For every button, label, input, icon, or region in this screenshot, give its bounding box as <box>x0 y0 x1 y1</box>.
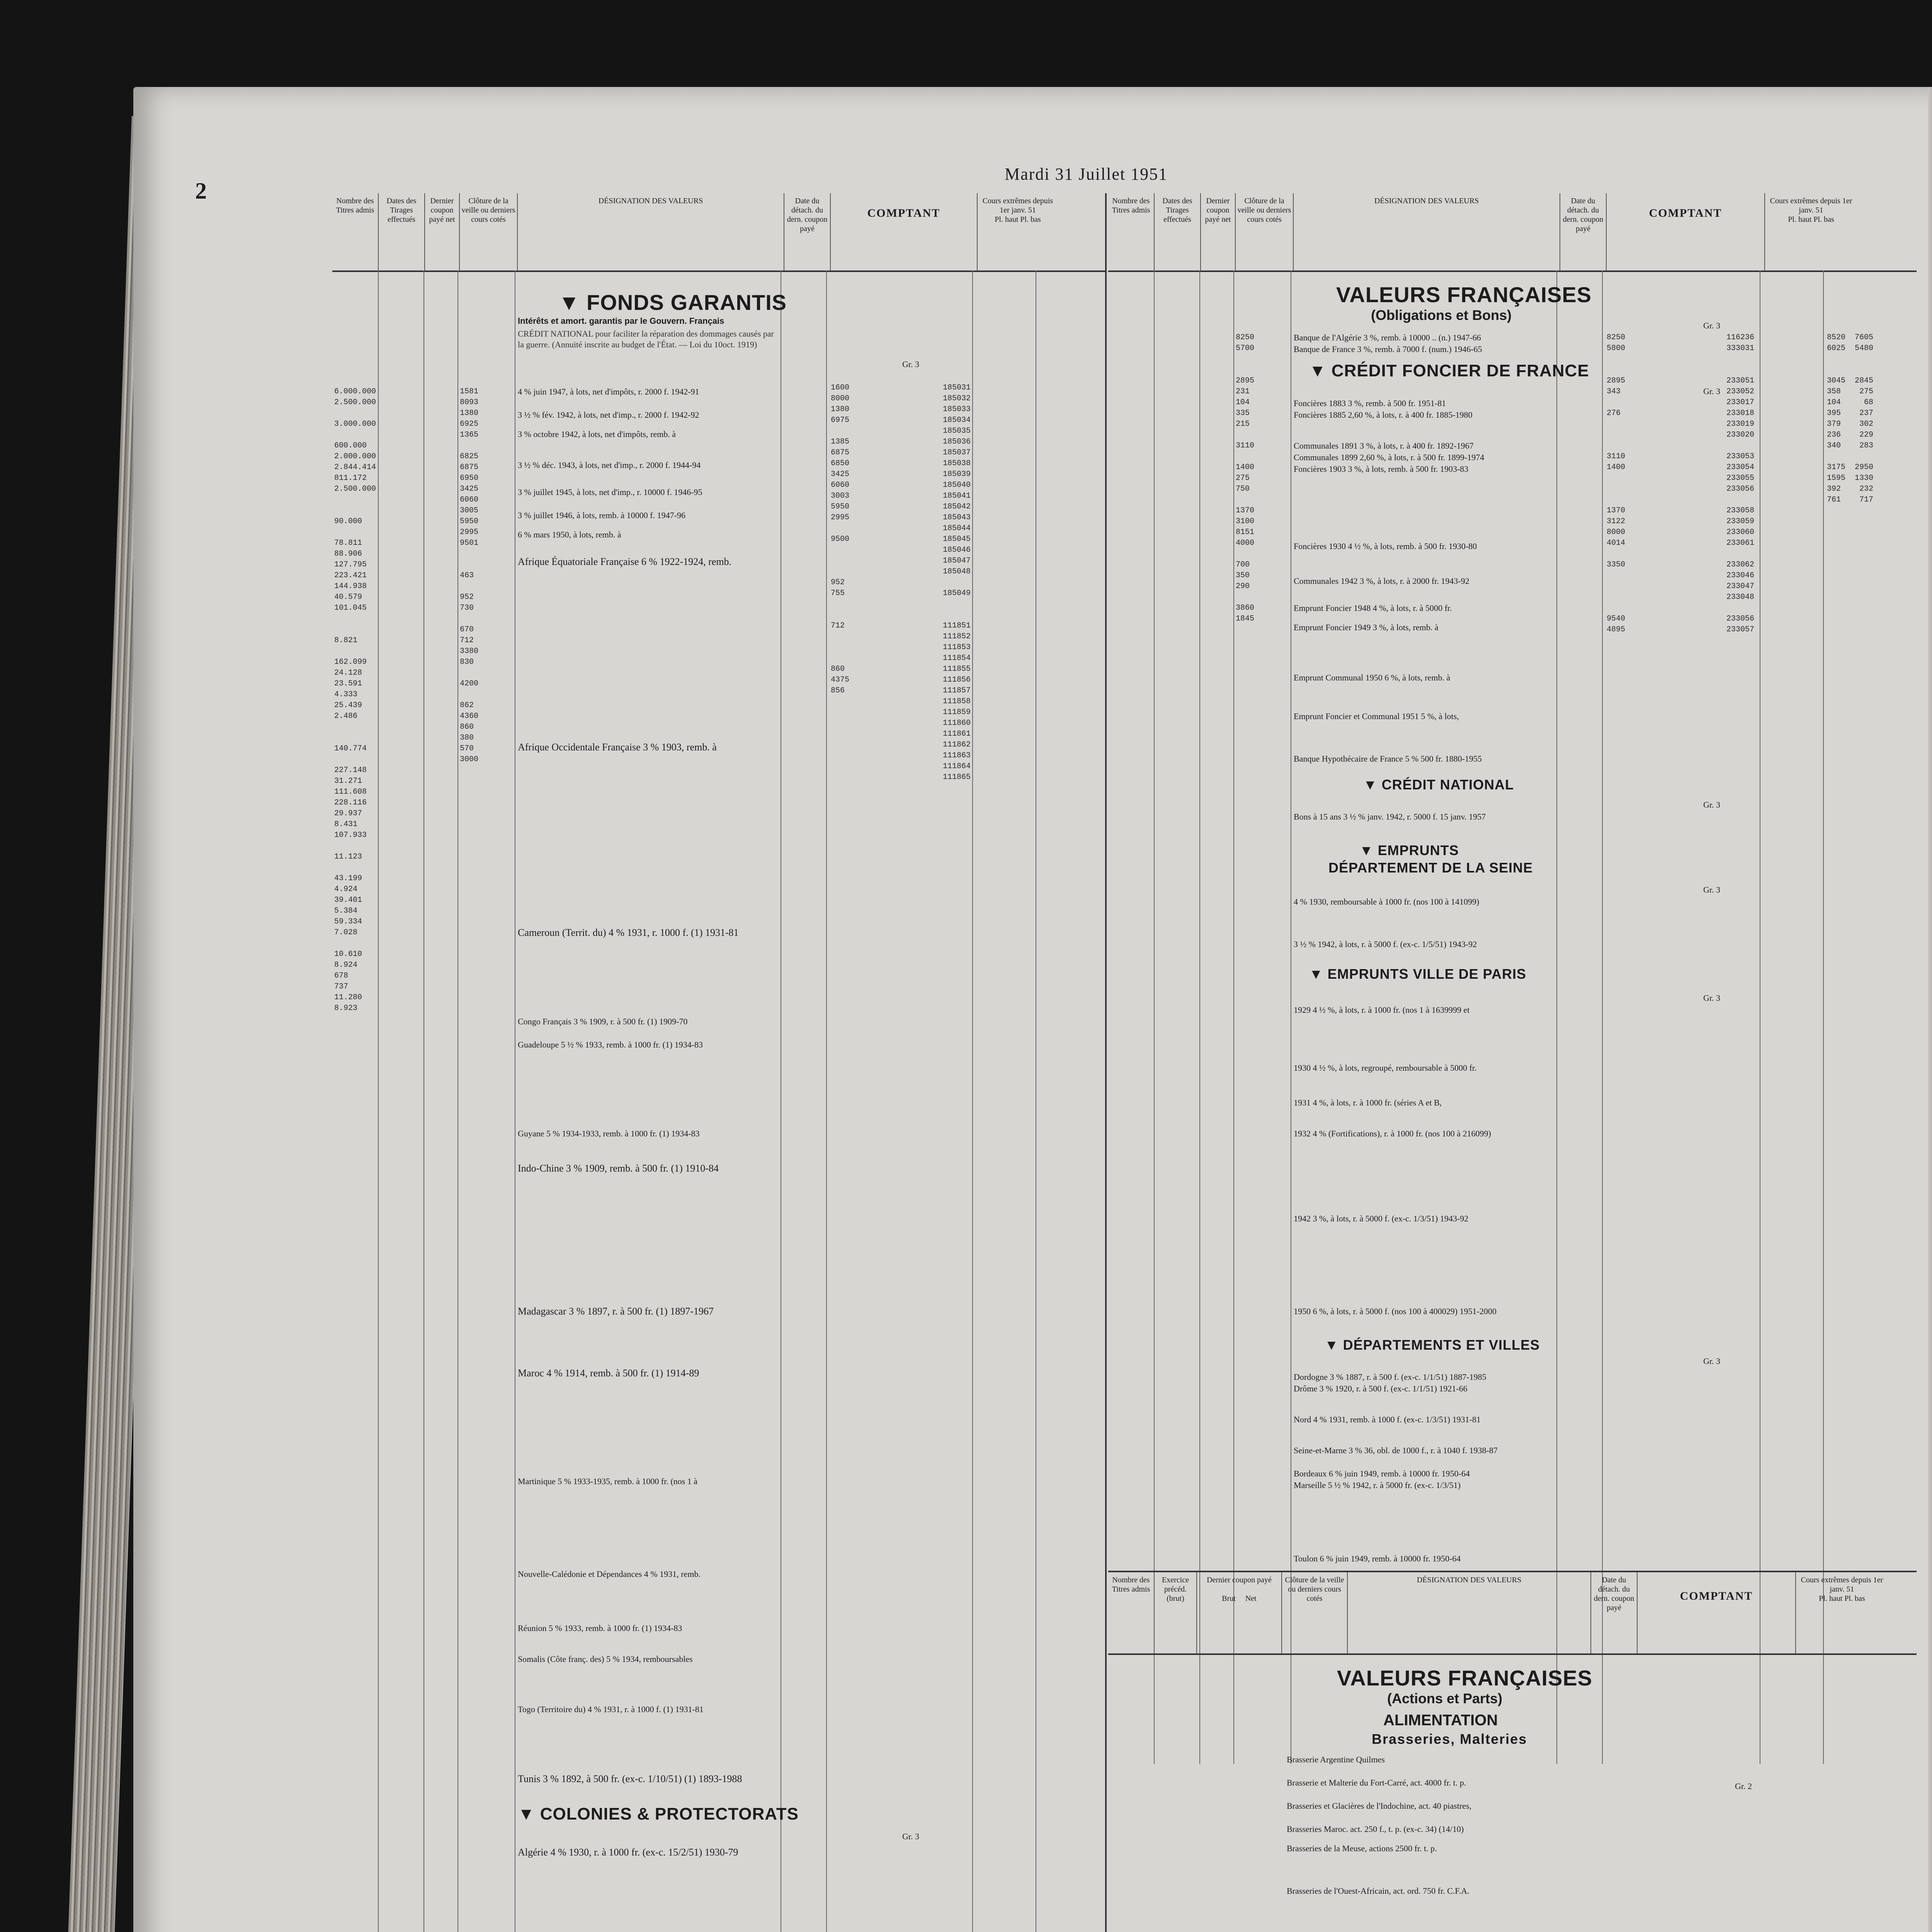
page-number: 2 <box>195 178 207 204</box>
gr-label: Gr. 2 <box>1735 1781 1752 1791</box>
entry: 3 ½ % 1942, à lots, r. à 5000 f. (ex-c. 1/5/51) 1943-92 <box>1294 939 1477 949</box>
header-cours-label: Cours extrêmes depuis 1er janv. 51 <box>1801 1576 1883 1594</box>
entry: Réunion 5 % 1933, remb. à 1000 fr. (1) 1934-83 <box>518 1623 682 1633</box>
right-comptant-values: 8250 5800 2895 343 276 3110 1400 1370 3122 8000 4014 3350 9540 4895 <box>1607 333 1626 634</box>
entry: 1929 4 ½ %, à lots, r. à 1000 fr. (nos 1 à 1639999 et <box>1294 1005 1470 1015</box>
header-comptant: COMPTANT <box>1638 1572 1796 1653</box>
rule <box>1556 270 1557 1764</box>
header-comptant: COMPTANT <box>831 193 978 270</box>
actions-header <box>1108 1571 1917 1655</box>
left-column-header <box>332 193 1105 272</box>
section-valeurs-francaises: VALEURS FRANÇAISES <box>1336 282 1592 307</box>
entry: Guyane 5 % 1934-1933, remb. à 1000 fr. (1) 1934-83 <box>518 1129 700 1138</box>
entry: Drôme 3 % 1920, r. à 500 f. (ex-c. 1/1/51) 1921-66 <box>1294 1384 1468 1393</box>
section-alimentation: ALIMENTATION <box>1383 1712 1498 1729</box>
section-valeurs-actions: VALEURS FRANÇAISES <box>1337 1666 1593 1690</box>
header-dernier-label: Dernier coupon payé <box>1207 1576 1272 1584</box>
entry: 4 % juin 1947, à lots, net d'impôts, r. 2000 f. 1942-91 <box>518 387 699 396</box>
left-cloture-values: 1581 8093 1380 6925 1365 6825 6875 6950 3425 6060 3005 5950 2995 9501 463 952 730 670 712 3380 830 4200 862 4360 860 380 570 3000 <box>460 387 479 764</box>
entry: Emprunt Foncier 1949 3 %, à lots, remb. à <box>1294 622 1439 632</box>
entry: 6 % mars 1950, à lots, remb. à <box>518 530 621 539</box>
entry: 1932 4 % (Fortifications), r. à 1000 fr. (nos 100 à 216099) <box>1294 1129 1491 1138</box>
section-emprunts-paris: ▼ EMPRUNTS VILLE DE PARIS <box>1309 966 1527 982</box>
header-exercice: Exercice précéd. (brut) <box>1155 1572 1197 1653</box>
rule <box>1823 270 1824 1764</box>
header-nombre: Nombre des Titres admis <box>1108 1572 1155 1653</box>
entry: Communales 1942 3 %, à lots, r. à 2000 fr. 1943-92 <box>1294 576 1469 586</box>
rule <box>1233 270 1234 1764</box>
entry: Banque Hypothécaire de France 5 % 500 fr. 1880-1955 <box>1294 754 1482 764</box>
gr-label: Gr. 3 <box>1703 885 1720 895</box>
rule <box>1199 270 1200 1764</box>
entry: Toulon 6 % juin 1949, remb. à 10000 fr. 1950-64 <box>1294 1554 1461 1563</box>
entry: Marseille 5 ½ % 1942, r. à 5000 fr. (ex-c. 1/3/51) <box>1294 1480 1461 1490</box>
left-nombre-values: 6.000.000 2.500.000 3.000.000 600.000 2.000.000 2.844.414 811.172 2.500.000 90.000 78.811 88.906 127.795 223.421 144.938 40.579 101.045 8.821 162.099 24.128 23.591 4.333 25.439 2.486 140.774 227.148 31.271 111.608 228.116 29.937 8.431 107.933 11.123 43.199 4.924 39.401 5.384 59.334 7.028 10.610 8.924 678 737 11.280 8.923 <box>334 387 376 1013</box>
header-cours <box>1765 193 1857 270</box>
header-date-detach: Date du détach. du dern. coupon payé <box>784 193 831 270</box>
left-comptant-values: 1600 8000 1380 6975 1385 6875 6850 3425 6060 3003 5950 2995 9500 952 755 712 860 4375 856 <box>831 383 850 695</box>
page-date: Mardi 31 Juillet 1951 <box>1005 165 1168 184</box>
header-cloture: Clôture de la veille ou derniers cours cotés <box>1236 193 1294 270</box>
gr-label: Gr. 3 <box>1703 1356 1720 1366</box>
entry: Guadeloupe 5 ½ % 1933, remb. à 1000 fr. (1) 1934-83 <box>518 1040 703 1049</box>
rule <box>423 270 424 1932</box>
entry: Bordeaux 6 % juin 1949, remb. à 10000 fr. 1950-64 <box>1294 1469 1470 1478</box>
entry: 3 % juillet 1945, à lots, net d'imp., r. 10000 f. 1946-95 <box>518 487 702 497</box>
entry: Maroc 4 % 1914, remb. à 500 fr. (1) 1914-89 <box>518 1367 699 1379</box>
header-nombre: Nombre des Titres admis <box>1108 193 1155 270</box>
right-cloture-values: 8250 5700 2895 231 104 335 215 3110 1400 275 750 1370 3100 8151 4000 700 350 290 3860 1845 <box>1236 333 1255 623</box>
entry: Communales 1891 3 %, à lots, r. à 400 fr. 1892-1967 <box>1294 441 1474 451</box>
header-brut: Brut <box>1222 1594 1236 1603</box>
header-cours-label: Cours extrêmes depuis 1er janv. 51 <box>982 197 1053 214</box>
section-actions-parts: (Actions et Parts) <box>1387 1690 1503 1706</box>
header-comptant: COMPTANT <box>1607 193 1765 270</box>
header-pl-label: Pl. haut Pl. bas <box>1819 1594 1865 1603</box>
section-fonds-garantis: ▼ FONDS GARANTIS <box>558 290 787 315</box>
rule <box>457 270 458 1932</box>
header-cloture: Clôture de la veille ou derniers cours cotés <box>1282 1572 1348 1653</box>
entry: 1950 6 %, à lots, r. à 5000 f. (nos 100 à 400029) 1951-2000 <box>1294 1306 1497 1316</box>
entry: Brasseries et Glacières de l'Indochine, act. 40 piastres, <box>1287 1801 1472 1811</box>
header-dernier: Dernier coupon payé net <box>425 193 460 270</box>
entry: Brasseries Maroc. act. 250 f., t. p. (ex-c. 34) (14/10) <box>1287 1824 1464 1834</box>
entry: Tunis 3 % 1892, à 500 fr. (ex-c. 1/10/51) (1) 1893-1988 <box>518 1773 742 1784</box>
entry: Foncières 1883 3 %, remb. à 500 fr. 1951-81 <box>1294 398 1446 408</box>
header-designation: DÉSIGNATION DES VALEURS <box>1294 193 1560 270</box>
rule <box>1154 270 1155 1764</box>
gr-label: Gr. 3 <box>1703 321 1720 330</box>
header-nombre: Nombre des Titres admis <box>332 193 379 270</box>
header-cours <box>978 193 1058 270</box>
section-departement-seine: DÉPARTEMENT DE LA SEINE <box>1328 860 1533 876</box>
section-departements: ▼ DÉPARTEMENTS ET VILLES <box>1325 1337 1540 1353</box>
header-cours <box>1796 1572 1888 1653</box>
section-credit-foncier: ▼ CRÉDIT FONCIER DE FRANCE <box>1309 361 1589 380</box>
entry: Communales 1899 2,60 %, à lots, r. à 500 fr. 1899-1974 <box>1294 452 1485 462</box>
gr-label: Gr. 3 <box>1703 386 1720 396</box>
section-brasseries: Brasseries, Malteries <box>1372 1731 1527 1747</box>
rule <box>826 270 827 1932</box>
entry: Brasseries de la Meuse, actions 2500 fr. t. p. <box>1287 1844 1437 1853</box>
entry: Somalis (Côte franç. des) 5 % 1934, remboursables <box>518 1654 693 1664</box>
entry: Foncières 1930 4 ½ %, à lots, remb. à 500 fr. 1930-80 <box>1294 541 1477 551</box>
header-dernier: Dernier coupon payé net <box>1201 193 1236 270</box>
entry: Brasseries de l'Ouest-Africain, act. ord. 750 fr. C.F.A. <box>1287 1886 1469 1896</box>
entry: 3 % juillet 1946, à lots, remb. à 10000 f. 1947-96 <box>518 510 685 520</box>
entry: Nouvelle-Calédonie et Dépendances 4 % 1931, remb. <box>518 1569 701 1579</box>
entry: Seine-et-Marne 3 % 36, obl. de 1000 f., r. à 1040 f. 1938-87 <box>1294 1446 1498 1455</box>
entry: Algérie 4 % 1930, r. à 1000 fr. (ex-c. 15/2/51) 1930-79 <box>518 1847 738 1858</box>
entry: Foncières 1903 3 %, à lots, remb. à 500 fr. 1903-83 <box>1294 464 1469 474</box>
gr-label: Gr. 3 <box>902 359 919 369</box>
right-extremes-values: 8520 7605 6025 5480 3045 2845 358 275 104 68 395 237 379 302 236 229 340 283 3175 2950 1595 1330 392 232 761 717 <box>1827 333 1874 504</box>
header-designation: DÉSIGNATION DES VALEURS <box>518 193 784 270</box>
entry: Foncières 1885 2,60 %, à lots, r. à 400 fr. 1885-1980 <box>1294 410 1473 420</box>
entry: Dordogne 3 % 1887, r. à 500 f. (ex-c. 1/1/51) 1887-1985 <box>1294 1372 1486 1382</box>
header-date-detach: Date du détach. du dern. coupon payé <box>1560 193 1607 270</box>
entry: Emprunt Communal 1950 6 %, à lots, remb. à <box>1294 673 1451 682</box>
credit-national-intro: CRÉDIT NATIONAL pour faciliter la réparation des dommages causés par la guerre. (Annuité inscrite au budget de l'État. — Loi du 10oct. 1919) <box>518 329 774 349</box>
entry: Nord 4 % 1931, remb. à 1000 f. (ex-c. 1/3/51) 1931-81 <box>1294 1415 1481 1424</box>
section-credit-national: ▼ CRÉDIT NATIONAL <box>1363 777 1514 793</box>
entry: Indo-Chine 3 % 1909, remb. à 500 fr. (1) 1910-84 <box>518 1163 719 1174</box>
entry: 3 ½ % fév. 1942, à lots, net d'imp., r. 2000 f. 1942-92 <box>518 410 699 420</box>
gr-label: Gr. 3 <box>1703 993 1720 1003</box>
right-code-values: 116236 333031 233051 233052 233017 233018 233019 233020 233053 233054 233055 233056 233058 233059 233060 233061 233062 233046 233047 233048 233056 233057 <box>1726 333 1755 634</box>
right-column-header <box>1108 193 1917 272</box>
header-cloture: Clôture de la veille ou derniers cours cotés <box>460 193 518 270</box>
left-code-values: 185031 185032 185033 185034 185035 185036 185037 185038 185039 185040 185041 185042 185043 185044 185045 185046 185047 185048 185049 111851 111852 111853 111854 111855 111856 111857 111858 111859 111860 111861 111862 111863 111864 111865 <box>943 383 971 782</box>
fonds-intro: Intérêts et amort. garantis par le Gouvern. Français <box>518 316 724 326</box>
entry: Brasserie Argentine Quilmes <box>1287 1755 1385 1764</box>
entry: Afrique Occidentale Française 3 % 1903, remb. à <box>518 742 717 753</box>
header-dates: Dates des Tirages effectués <box>379 193 425 270</box>
entry: Emprunt Foncier 1948 4 %, à lots, r. à 5000 fr. <box>1294 603 1452 613</box>
entry: 3 ½ % déc. 1943, à lots, net d'imp., r. 2000 f. 1944-94 <box>518 460 701 470</box>
entry: 1931 4 %, à lots, r. à 1000 fr. (séries A et B, <box>1294 1098 1442 1107</box>
section-colonies: ▼ COLONIES & PROTECTORATS <box>518 1804 799 1823</box>
entry: Afrique Équatoriale Française 6 % 1922-1924, remb. <box>518 556 732 567</box>
entry: Banque de l'Algérie 3 %, remb. à 10000 .. (n.) 1947-66 <box>1294 333 1481 342</box>
entry: Cameroun (Territ. du) 4 % 1931, r. 1000 f. (1) 1931-81 <box>518 927 739 938</box>
entry: Togo (Territoire du) 4 % 1931, r. à 1000 f. (1) 1931-81 <box>518 1704 704 1714</box>
entry: Congo Français 3 % 1909, r. à 500 fr. (1) 1909-70 <box>518 1017 688 1026</box>
entry: Martinique 5 % 1933-1935, remb. à 1000 fr. (nos 1 à <box>518 1476 697 1486</box>
header-cours-label: Cours extrêmes depuis 1er janv. 51 <box>1770 197 1852 214</box>
header-dernier-coupon <box>1197 1572 1282 1653</box>
header-pl-label: Pl. haut Pl. bas <box>1788 215 1834 224</box>
header-dates: Dates des Tirages effectués <box>1155 193 1201 270</box>
gr-label: Gr. 3 <box>902 1832 919 1841</box>
entry: Banque de France 3 %, remb. à 7000 f. (num.) 1946-65 <box>1294 344 1482 354</box>
header-date-detach: Date du détach. du dern. coupon payé <box>1591 1572 1638 1653</box>
header-pl-label: Pl. haut Pl. bas <box>995 215 1041 224</box>
section-obligations: (Obligations et Bons) <box>1371 307 1512 323</box>
section-emprunts-seine: ▼ EMPRUNTS <box>1359 842 1459 858</box>
rule <box>378 270 379 1932</box>
header-net: Net <box>1245 1594 1257 1603</box>
header-designation: DÉSIGNATION DES VALEURS <box>1348 1572 1591 1653</box>
gr-label: Gr. 3 <box>1703 800 1720 810</box>
entry: Emprunt Foncier et Communal 1951 5 %, à lots, <box>1294 711 1459 721</box>
entry: 1942 3 %, à lots, r. à 5000 f. (ex-c. 1/3/51) 1943-92 <box>1294 1214 1469 1223</box>
entry: Bons à 15 ans 3 ½ % janv. 1942, r. 5000 f. 15 janv. 1957 <box>1294 812 1486 821</box>
entry: 1930 4 ½ %, à lots, regroupé, remboursable à 5000 fr. <box>1294 1063 1477 1073</box>
entry: Madagascar 3 % 1897, r. à 500 fr. (1) 1897-1967 <box>518 1306 714 1317</box>
rule <box>1602 270 1603 1764</box>
left-column <box>332 193 1107 1932</box>
entry: Brasserie et Malterie du Fort-Carré, act. 4000 fr. t. p. <box>1287 1778 1466 1787</box>
page-spine <box>1928 87 1932 1932</box>
entry: 3 % octobre 1942, à lots, net d'impôts, remb. à <box>518 429 676 439</box>
entry: 4 % 1930, remboursable à 1000 fr. (nos 100 à 141099) <box>1294 897 1480 906</box>
